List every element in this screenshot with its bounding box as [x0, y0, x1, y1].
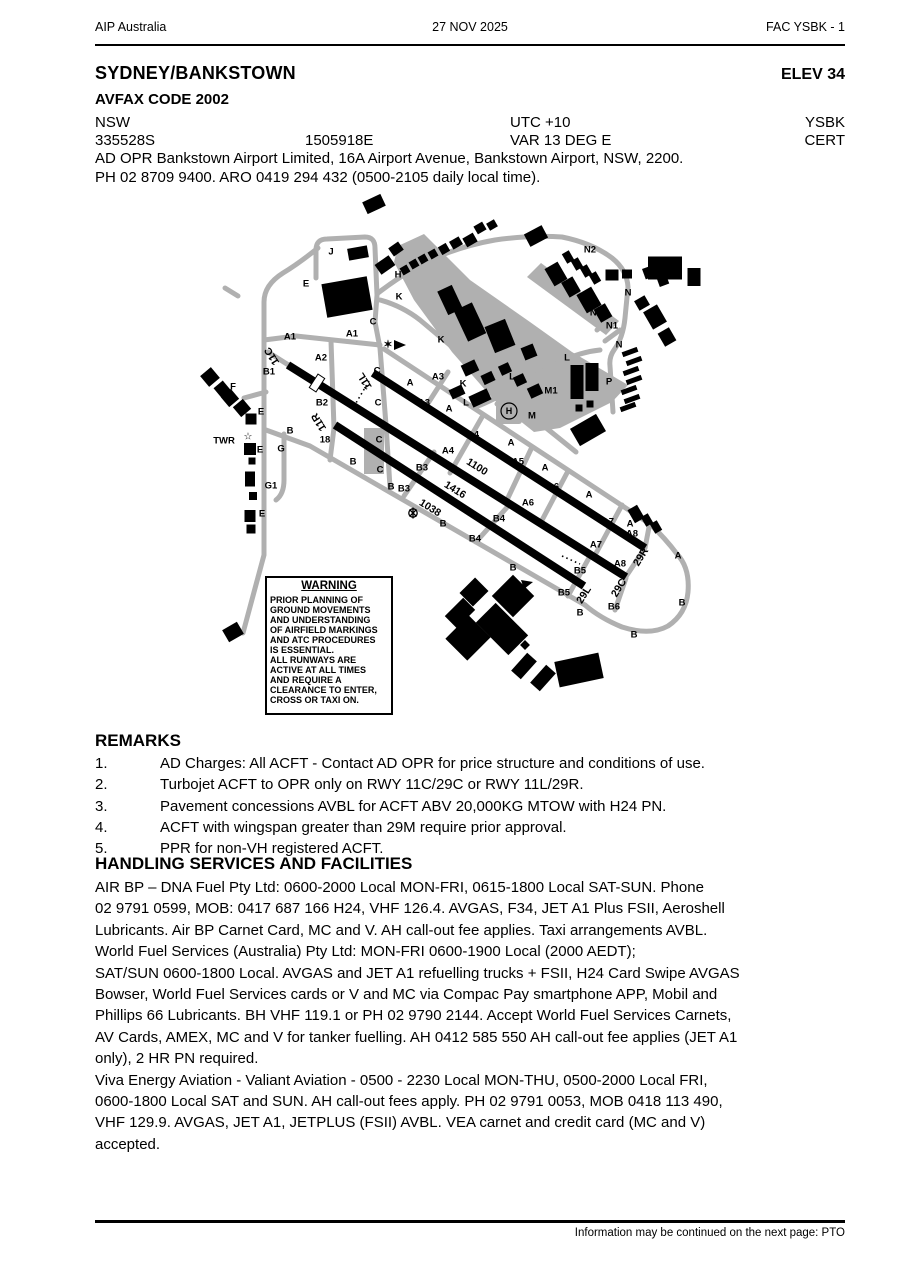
taxiway-label: A	[541, 462, 549, 474]
taxiway-label: N2	[583, 244, 597, 256]
taxiway-label: N	[624, 287, 632, 299]
building	[648, 257, 682, 280]
building	[587, 401, 594, 408]
handling-line: only), 2 HR PN required.	[95, 1050, 259, 1068]
building	[247, 525, 256, 534]
taxiway-label: B	[387, 481, 395, 493]
rwy-29r-label: 29R	[630, 545, 652, 569]
taxiway-label: G	[277, 443, 285, 455]
taxiway-label: A	[445, 403, 453, 415]
taxiway-label: M	[528, 410, 536, 422]
taxiway-label: A3	[431, 371, 445, 383]
beacon-icon	[383, 339, 406, 351]
building	[246, 414, 257, 425]
handling-line: AV Cards, AMEX, MC and V for tanker fuelling. AH 0412 585 550 AH call-out fee applies (JET A1	[95, 1028, 738, 1046]
building	[486, 219, 498, 230]
header-publication: AIP Australia	[95, 20, 167, 34]
building	[658, 327, 677, 346]
magnetic-variation: VAR 13 DEG E	[510, 132, 612, 149]
tower-star-icon: ☆	[243, 431, 253, 443]
rwy-length-1038: 1038	[416, 496, 444, 520]
taxiway-label: A	[507, 437, 515, 449]
rwy-11c-label: 11C	[261, 344, 283, 368]
building	[530, 665, 556, 692]
building	[222, 622, 244, 643]
taxiway-label: C	[369, 316, 377, 328]
certification: CERT	[804, 132, 845, 149]
building	[624, 394, 641, 404]
handling-line: 0600-1800 Local SAT and SUN. AH call-out fees apply. PH 02 9791 0053, MOB 0418 113 490,	[95, 1093, 723, 1111]
taxiway-label: P	[605, 376, 613, 388]
state-label: NSW	[95, 114, 130, 131]
taxiway-label: B6	[607, 601, 621, 613]
taxiway-label: A	[406, 377, 414, 389]
building	[511, 653, 537, 680]
taxiway-label: L	[509, 371, 515, 383]
remark-item: 5. PPR for non-VH registered ACFT.	[95, 840, 384, 858]
handling-heading: HANDLING SERVICES AND FACILITIES	[95, 854, 413, 873]
building	[245, 472, 255, 487]
taxiway-label: M1	[544, 385, 558, 397]
helipad-letter: H	[505, 406, 513, 416]
header-fac-code: FAC YSBK - 1	[766, 20, 845, 34]
taxiway-label: C	[374, 397, 382, 409]
taxiway-label: 18	[319, 434, 331, 446]
building	[571, 365, 584, 399]
building	[688, 268, 701, 286]
taxiway-label: C	[376, 464, 384, 476]
tower-label: TWR	[213, 435, 235, 447]
warning-box	[265, 576, 393, 715]
taxiway-label: K	[459, 378, 467, 390]
taxiway-label: E	[257, 406, 265, 418]
rwy-11r-label: 11R	[308, 410, 330, 434]
building	[244, 443, 256, 455]
handling-line: 02 9791 0599, MOB: 0417 687 166 H24, VHF 126.4. AVGAS, F34, JET A1 Plus FSII, Aeroshell	[95, 900, 725, 918]
taxiway-label: A4	[441, 445, 455, 457]
header-date: 27 NOV 2025	[432, 20, 508, 34]
rwy-11r-29l	[335, 425, 584, 586]
building	[576, 405, 583, 412]
taxiway-label: L	[564, 352, 570, 364]
taxiway-label: B	[286, 425, 294, 437]
building	[634, 295, 650, 311]
handling-line: Phillips 66 Lubricants. BH VHF 119.1 or PH 02 9790 2144. Accept World Fuel Services Carnets,	[95, 1007, 732, 1025]
handling-line: Bowser, World Fuel Services cards or V and MC via Compac Pay smartphone APP, Mobil and	[95, 986, 718, 1004]
taxiway-label: B4	[492, 513, 506, 525]
taxiway-label: E	[256, 444, 264, 456]
building	[524, 225, 548, 247]
building	[622, 270, 632, 279]
taxiway-label: H	[394, 269, 402, 281]
ad-operator-line2: PH 02 8709 9400. ARO 0419 294 432 (0500-2105 daily local time).	[95, 168, 541, 186]
building	[200, 367, 220, 387]
ad-operator-info	[95, 150, 855, 187]
latitude: 335528S	[95, 132, 156, 149]
warning-text: PRIOR PLANNING OF GROUND MOVEMENTS AND UNDERSTANDING OF AIRFIELD MARKINGS AND ATC PROCEDURES IS ESSENTIAL. ALL RUNWAYS ARE ACTIVE AT ALL TIMES AND REQUIRE A CLEARANCE TO ENTER, CROSS OR TAXI ON.	[270, 595, 378, 705]
remark-item: 1. AD Charges: All ACFT - Contact AD OPR for price structure and conditions of use.	[95, 755, 705, 772]
page-header	[95, 20, 845, 34]
taxiway-label: B3	[415, 462, 429, 474]
taxiway-path	[225, 288, 238, 296]
building	[249, 458, 256, 465]
building	[622, 347, 639, 357]
remarks-list	[95, 753, 855, 859]
building	[586, 363, 599, 391]
handling-line: Viva Energy Aviation - Valiant Aviation - 0500 - 2230 Local MON-THU, 0500-2000 Local FRI,	[95, 1071, 708, 1089]
anemometer-icon	[409, 508, 417, 519]
taxiway-label: A4	[466, 429, 480, 441]
taxiway-label: A1	[345, 328, 359, 340]
building	[249, 492, 257, 500]
building	[347, 245, 369, 260]
taxiway-label: K	[395, 291, 403, 303]
taxiway-label: A	[674, 550, 682, 562]
taxiway-label: K	[437, 334, 445, 346]
svg-text:✶: ✶	[383, 339, 393, 351]
taxiway-label: F	[230, 381, 236, 393]
info-row-1	[95, 114, 845, 131]
header-rule	[95, 44, 845, 46]
rwy-11l-label: 11L	[355, 370, 375, 392]
handling-line: VHF 129.9. AVGAS, JET A1, JETPLUS (FSII) AVBL. VEA carnet and credit card (MC and V)	[95, 1114, 706, 1132]
remark-item: 3. Pavement concessions AVBL for ACFT ABV 20,000KG MTOW with H24 PN.	[95, 797, 667, 815]
taxiway-label: B	[630, 629, 638, 641]
taxiway-label: A3	[417, 397, 431, 409]
footer-rule	[95, 1220, 845, 1223]
taxiway-label: B3	[397, 483, 411, 495]
longitude: 1505918E	[305, 132, 374, 149]
ad-operator-line1: AD OPR Bankstown Airport Limited, 16A Airport Avenue, Bankstown Airport, NSW, 2200.	[95, 150, 684, 167]
taxiway-label: A	[585, 489, 593, 501]
taxiway-label: B5	[573, 565, 587, 577]
taxiway-label: C	[375, 434, 383, 446]
handling-line: World Fuel Services (Australia) Pty Ltd: MON-FRI 0600-1900 Local (2000 AEDT);	[95, 943, 636, 961]
building	[623, 366, 640, 376]
avfax-code: AVFAX CODE 2002	[95, 91, 229, 108]
taxiway-label: B1	[262, 366, 276, 378]
taxiway-label: A	[626, 518, 634, 530]
building	[620, 402, 637, 412]
building	[245, 510, 256, 522]
taxiway-label: A1	[283, 331, 297, 343]
building	[473, 222, 486, 235]
airport-title: SYDNEY/BANKSTOWN	[95, 63, 296, 83]
rwy-length-1416: 1416	[441, 478, 469, 502]
taxiway-label: A7	[601, 516, 615, 528]
taxiway-label: A7	[589, 539, 603, 551]
rwy-29l-label: 29L	[574, 584, 594, 606]
handling-line: SAT/SUN 0600-1800 Local. AVGAS and JET A1 refuelling trucks + FSII, H24 Card Swipe AVGAS	[95, 964, 740, 982]
title-row	[95, 63, 845, 84]
taxiway-label: B	[678, 597, 686, 609]
handling-line: AIR BP – DNA Fuel Pty Ltd: 0600-2000 Local MON-FRI, 0615-1800 Local SAT-SUN. Phone	[95, 879, 704, 896]
taxiway-label: L	[463, 397, 469, 409]
taxiway-label: B	[439, 518, 447, 530]
taxiway-label: G1	[264, 480, 278, 492]
helipad-icon	[496, 398, 522, 424]
building	[606, 270, 619, 281]
handling-line: accepted.	[95, 1135, 161, 1153]
taxiway-label: N	[615, 339, 623, 351]
utc-offset: UTC +10	[510, 114, 571, 131]
taxiway-label: B2	[315, 397, 329, 409]
info-row-2	[95, 132, 845, 149]
building	[362, 194, 386, 214]
building	[554, 653, 603, 688]
taxiway-label: B	[509, 562, 517, 574]
building	[643, 304, 667, 329]
taxiway-label: A8	[625, 528, 639, 540]
taxiway-label: A6	[546, 481, 560, 493]
taxiway-label: B	[576, 607, 584, 619]
remark-item: 4. ACFT with wingspan greater than 29M require prior approval.	[95, 818, 567, 836]
taxiway-label: B	[349, 456, 357, 468]
remark-item: 2. Turbojet ACFT to OPR only on RWY 11C/29C or RWY 11L/29R.	[95, 776, 584, 794]
taxiway-path	[330, 341, 334, 460]
remarks-heading: REMARKS	[95, 731, 181, 750]
rwy-length-1100: 1100	[464, 455, 490, 479]
taxiway-label: A6	[521, 497, 535, 509]
taxiway-label: A8	[613, 558, 627, 570]
footer-note: Information may be continued on the next page: PTO	[574, 1227, 845, 1239]
rwy-29c-label: 29C	[608, 576, 630, 600]
warning-title: WARNING	[301, 580, 357, 592]
handling-line: Lubricants. Air BP Carnet Card, MC and V. AH call-out fee applies. Taxi arrangements AVBL.	[95, 921, 708, 939]
taxiway-label: B4	[468, 533, 482, 545]
building	[321, 276, 372, 317]
taxiway-label: E	[302, 278, 310, 290]
taxiway-label: A2	[314, 352, 328, 364]
handling-text	[95, 877, 855, 1155]
taxiway-label: N1	[605, 320, 619, 332]
taxiway-label: E	[258, 508, 266, 520]
taxiway-label: N1	[589, 307, 603, 319]
building	[626, 356, 643, 366]
taxiway-label: A5	[511, 456, 525, 468]
threshold-dash-29l	[562, 556, 580, 564]
building	[626, 375, 643, 385]
taxiway-path	[264, 336, 380, 345]
taxiway-label: C	[373, 365, 381, 377]
taxiway-label: J	[328, 246, 334, 258]
icao-code: YSBK	[804, 114, 845, 131]
elevation-value: ELEV 34	[780, 66, 845, 83]
taxiway-label: B5	[557, 587, 571, 599]
